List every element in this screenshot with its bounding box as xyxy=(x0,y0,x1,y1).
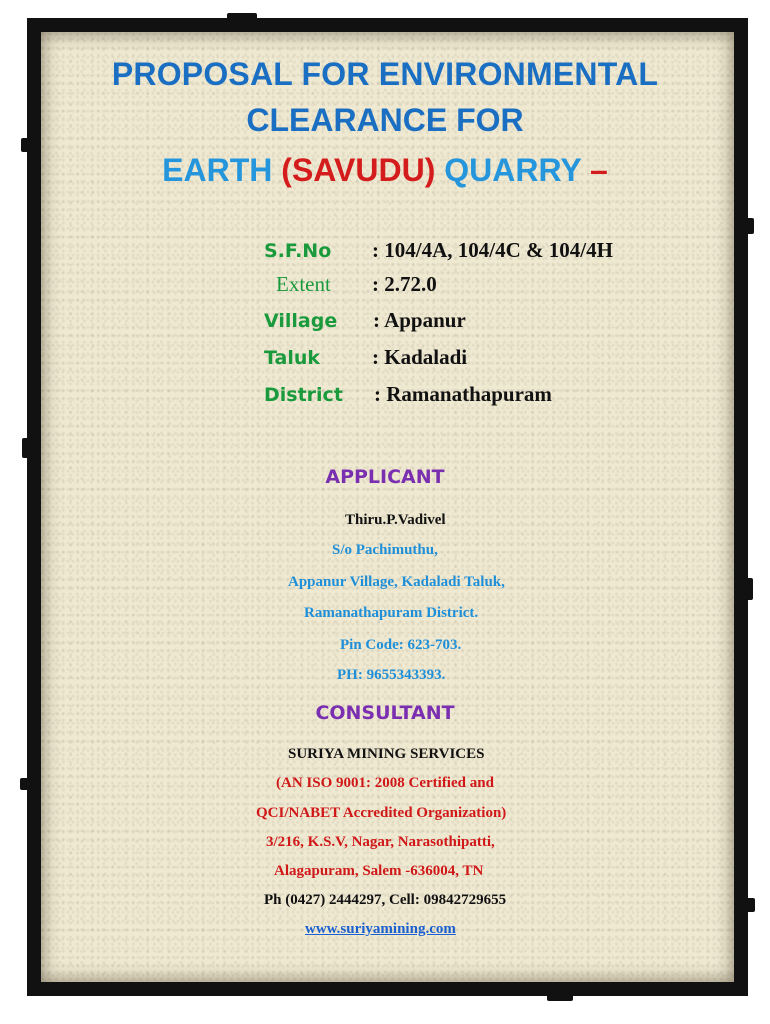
frame-edge xyxy=(547,993,573,1001)
detail-value: : Ramanathapuram xyxy=(374,382,552,406)
applicant-address2: Ramanathapuram District. xyxy=(304,605,479,621)
consultant-cert1: (AN ISO 9001: 2008 Certified and xyxy=(276,775,494,791)
page-title-line2: CLEARANCE FOR xyxy=(246,102,524,138)
detail-value: : 2.72.0 xyxy=(372,272,437,296)
consultant-heading: CONSULTANT xyxy=(315,702,455,724)
detail-value: : Kadaladi xyxy=(372,345,468,369)
detail-label: Village xyxy=(264,310,338,332)
title-earth: EARTH xyxy=(162,152,282,188)
consultant-website-link[interactable]: www.suriyamining.com xyxy=(305,921,456,937)
applicant-relation: S/o Pachimuthu, xyxy=(332,542,438,558)
detail-value: : 104/4A, 104/4C & 104/4H xyxy=(372,238,613,262)
consultant-address1: 3/216, K.S.V, Nagar, Narasothipatti, xyxy=(266,834,495,850)
frame-edge xyxy=(744,898,755,912)
consultant-cert2: QCI/NABET Accredited Organization) xyxy=(256,805,507,821)
detail-label: S.F.No xyxy=(264,240,332,262)
frame-edge xyxy=(744,578,753,600)
detail-label: District xyxy=(264,384,343,406)
detail-extent xyxy=(276,272,331,297)
detail-label: Extent xyxy=(276,272,331,296)
frame-edge xyxy=(21,138,31,152)
detail-district xyxy=(264,382,343,407)
frame-edge xyxy=(20,778,31,790)
consultant-phone: Ph (0427) 2444297, Cell: 09842729655 xyxy=(264,892,507,908)
detail-label: Taluk xyxy=(264,347,321,369)
page-title-line3 xyxy=(0,152,770,189)
frame-edge xyxy=(227,13,257,21)
applicant-pincode: Pin Code: 623-703. xyxy=(340,637,462,653)
consultant-address2: Alagapuram, Salem -636004, TN xyxy=(274,863,484,879)
applicant-name: Thiru.P.Vadivel xyxy=(345,512,446,528)
title-quarry: QUARRY xyxy=(435,152,591,188)
title-dash: – xyxy=(590,152,608,188)
detail-value: : Appanur xyxy=(373,308,466,332)
consultant-name: SURIYA MINING SERVICES xyxy=(288,746,485,762)
detail-sfno xyxy=(264,238,331,263)
page-title-line1: PROPOSAL FOR ENVIRONMENTAL xyxy=(111,56,659,92)
applicant-address1: Appanur Village, Kadaladi Taluk, xyxy=(288,574,505,590)
frame-edge xyxy=(22,438,30,458)
applicant-heading: APPLICANT xyxy=(325,466,445,488)
applicant-phone: PH: 9655343393. xyxy=(337,667,446,683)
detail-village xyxy=(264,308,337,333)
detail-taluk xyxy=(264,345,320,370)
title-savudu: (SAVUDU) xyxy=(281,152,436,188)
frame-edge xyxy=(744,218,754,234)
